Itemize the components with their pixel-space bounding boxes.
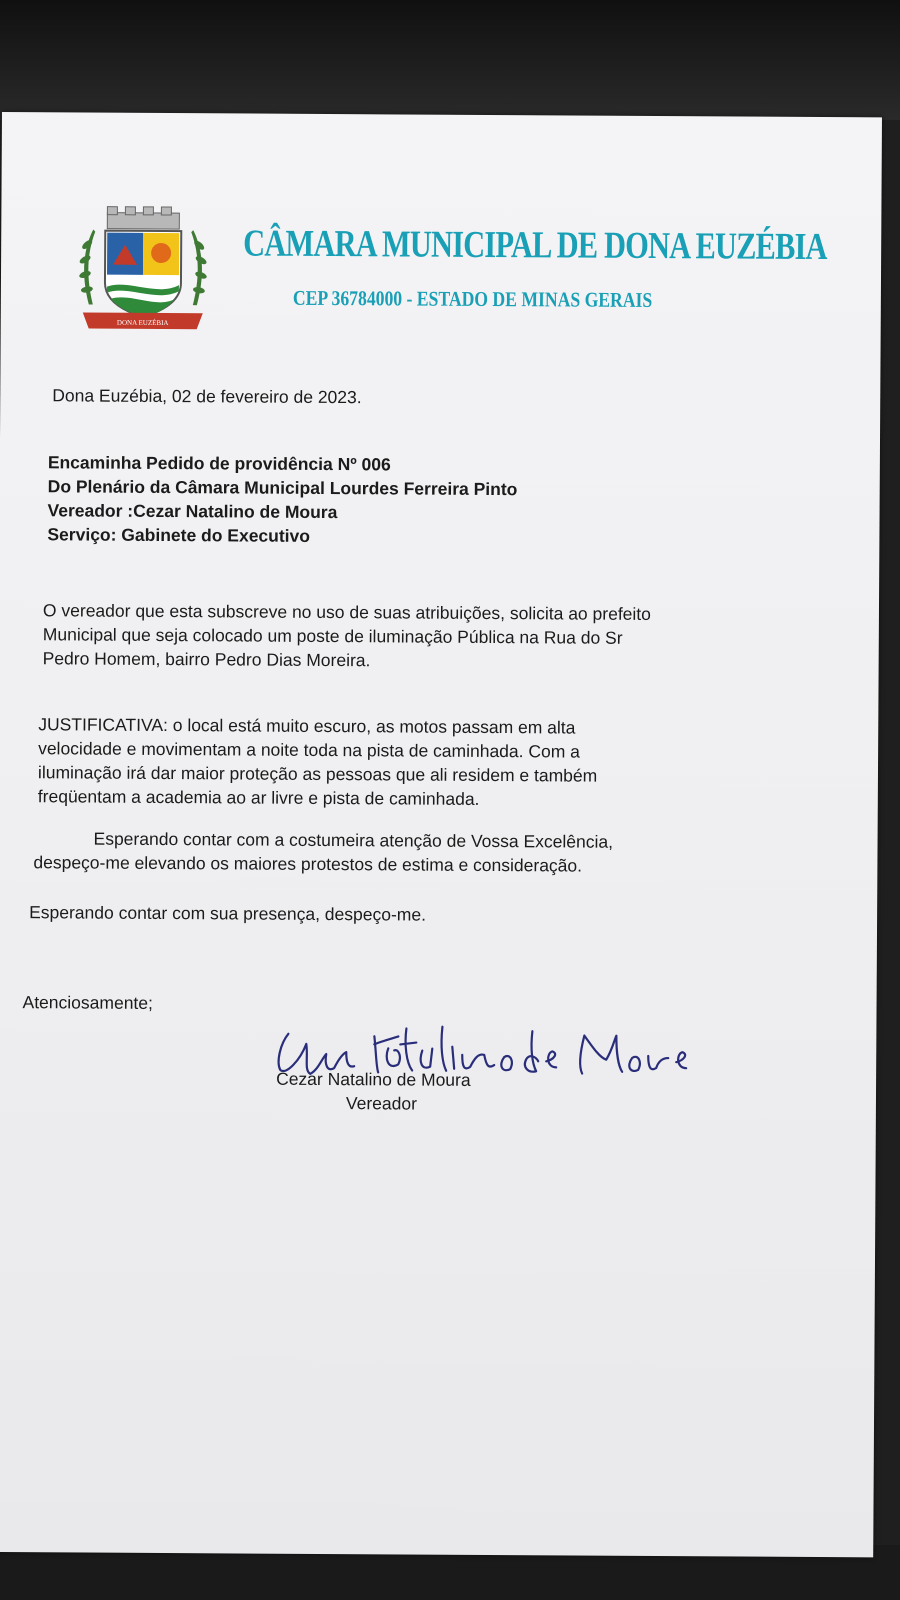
signatory-name: Cezar Natalino de Moura <box>276 1068 471 1090</box>
heading-line-4: Serviço: Gabinete do Executivo <box>47 524 311 546</box>
crest-ribbon-text: DONA EUZÉBIA <box>116 318 169 328</box>
signatory-role: Vereador <box>345 1093 418 1114</box>
closing-line-2: despeço-me elevando os maiores protestos de estima e consideração. <box>33 852 583 876</box>
letterhead-title: CÂMARA MUNICIPAL DE DONA EUZÉBIA <box>243 222 827 269</box>
justification-line-3: iluminação irá dar maior proteção as pessoas que ali residem e também <box>37 762 598 786</box>
salutation: Atenciosamente; <box>22 992 153 1013</box>
closing-line-3: Esperando contar com sua presença, despeço-me. <box>29 902 427 925</box>
justification-line-1: JUSTIFICATIVA: o local está muito escuro, as motos passam em alta <box>38 714 576 738</box>
justification-line-4: freqüentam a academia ao ar livre e pista de caminhada. <box>37 786 480 809</box>
municipal-crest-icon <box>75 204 212 335</box>
closing-line-1: Esperando contar com a costumeira atenção de Vossa Excelência, <box>93 828 614 852</box>
request-line-2: Municipal que seja colocado um poste de iluminação Pública na Rua do Sr <box>42 624 623 648</box>
request-line-3: Pedro Homem, bairro Pedro Dias Moreira. <box>42 648 371 671</box>
justification-line-2: velocidade e movimentam a noite toda na pista de caminhada. Com a <box>38 738 581 762</box>
heading-line-2: Do Plenário da Câmara Municipal Lourdes Ferreira Pinto <box>47 476 518 500</box>
letter-page <box>0 112 882 1557</box>
heading-line-3: Vereador :Cezar Natalino de Moura <box>47 500 338 523</box>
background-top <box>0 0 900 120</box>
date-line: Dona Euzébia, 02 de fevereiro de 2023. <box>52 385 362 408</box>
request-line-1: O vereador que esta subscreve no uso de suas atribuições, solicita ao prefeito <box>42 600 652 624</box>
heading-line-1: Encaminha Pedido de providência Nº 006 <box>47 452 391 475</box>
letterhead-subtitle: CEP 36784000 - ESTADO DE MINAS GERAIS <box>292 285 653 312</box>
